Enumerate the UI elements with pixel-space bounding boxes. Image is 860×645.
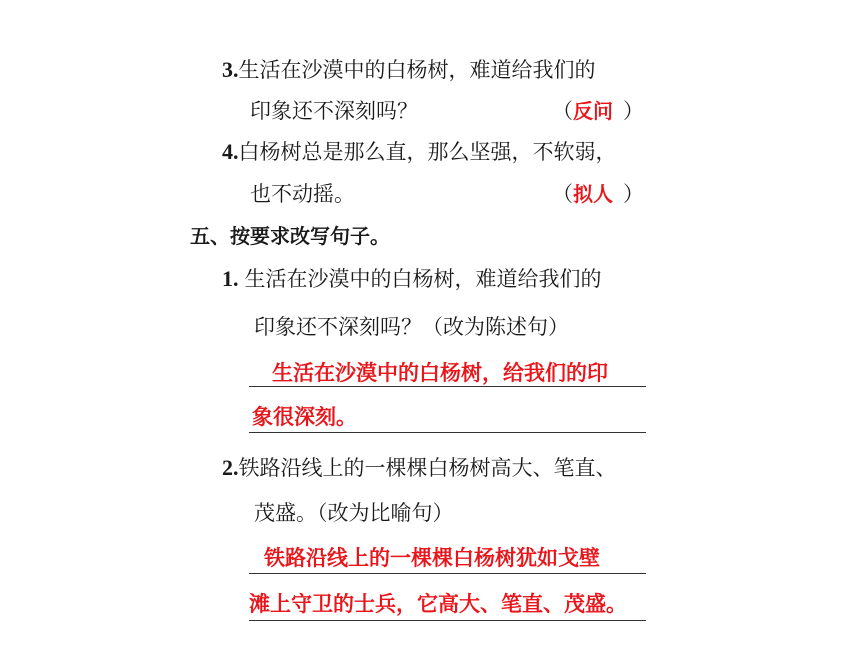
item-3-text-2: 印象还不深刻吗？ [250,99,418,123]
s5-q1-line-1 [222,265,602,293]
s5-q1-text-2: 印象还不深刻吗？（改为陈述句） [254,315,569,339]
s5-q2-answer-rule-1 [249,573,646,574]
s5-q1-answer-line-2: 象很深刻。 [252,405,357,429]
item-3-line-2 [250,97,418,125]
s5-q1-line-2 [254,313,569,341]
item-3-number: 3. [222,57,239,82]
item-3-answer-paren: （反问 ） [552,99,644,123]
s5-q2-answer-rule-2 [249,620,646,621]
s5-q2-line-2 [254,499,454,527]
item-4-number: 4. [222,139,239,164]
s5-q1-answer-line-1: 生活在沙漠中的白杨树，给我们的印 [272,361,608,385]
s5-q1-answer-rule-2 [249,432,646,433]
item-4-answer-paren: （拟人 ） [552,182,644,206]
s5-q1-number: 1. [222,266,239,291]
item-4-text-2: 也不动摇。 [250,182,355,206]
item-3-answer: 反问 [573,99,613,123]
item-4-line-2 [250,180,355,208]
s5-q2-text-2: 茂盛。（改为比喻句） [254,501,454,525]
s5-q2-answer-line-2: 滩上守卫的士兵，它高大、笔直、茂盛。 [249,592,627,616]
item-4-line-1 [222,138,617,166]
s5-q2-text-1: 铁路沿线上的一棵棵白杨树高大、笔直、 [238,456,617,480]
item-3-text-1: 生活在沙漠中的白杨树，难道给我们的 [238,58,596,82]
s5-q2-line-1 [222,454,617,482]
s5-q1-answer-rule-1 [249,386,646,387]
s5-q1-text-1: 生活在沙漠中的白杨树，难道给我们的 [244,267,602,291]
section-5-heading: 五、按要求改写句子。 [190,224,390,248]
s5-q2-answer-line-1: 铁路沿线上的一棵棵白杨树犹如戈壁 [264,546,600,570]
item-4-text-1: 白杨树总是那么直，那么坚强，不软弱， [238,140,617,164]
item-3-line-1 [222,56,596,84]
item-4-answer: 拟人 [573,182,613,206]
s5-q2-number: 2. [222,455,239,480]
